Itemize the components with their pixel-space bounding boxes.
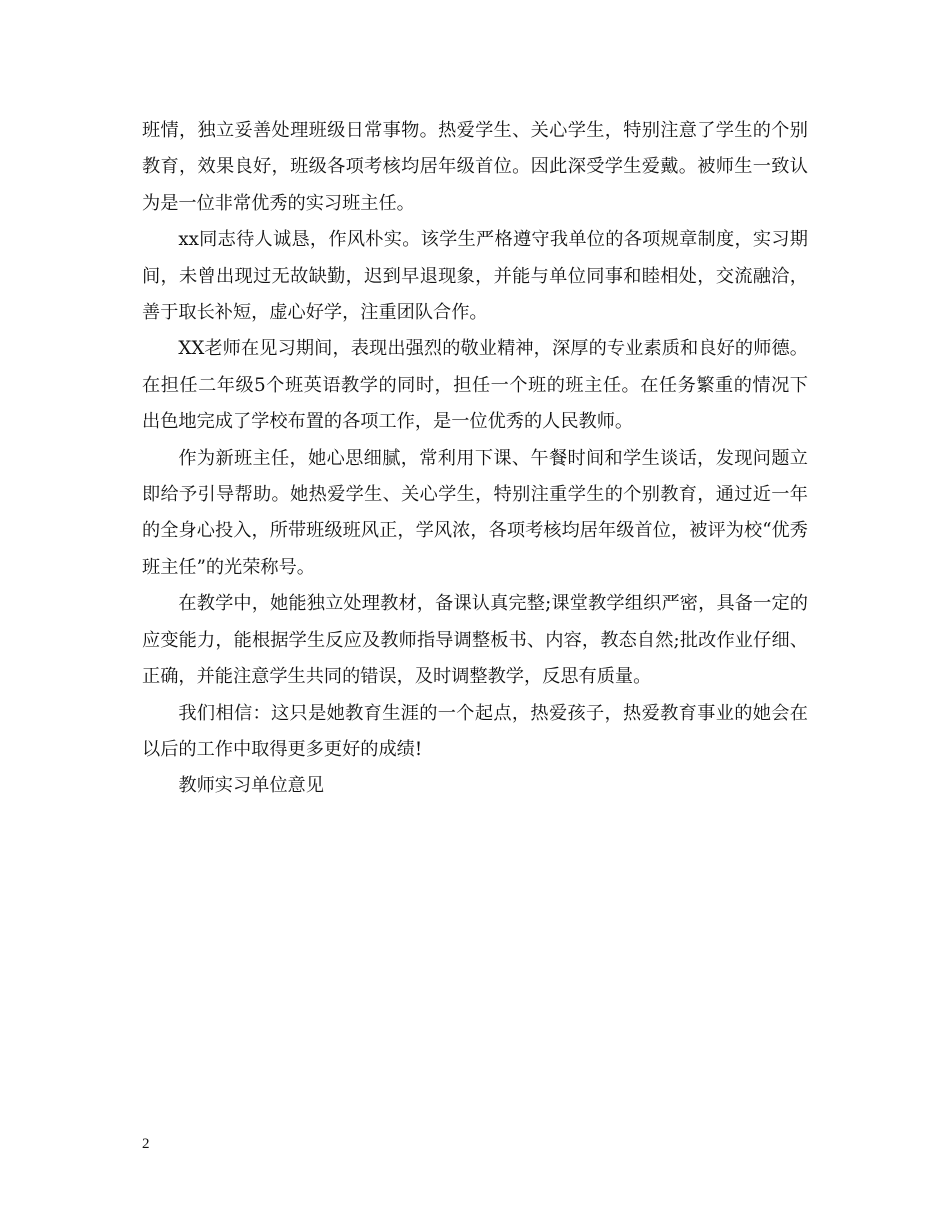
paragraph-teacher-internship: XX老师在见习期间，表现出强烈的敬业精神，深厚的专业素质和良好的师德。在担任二年级5个班英语教学的同时，担任一个班的班主任。在任务繁重的情况下出色地完成了学校布置的各项工作，是一位优秀的人民教师。 — [142, 338, 808, 433]
paragraph-heading-opinion: 教师实习单位意见 — [178, 775, 324, 797]
paragraph-conclusion: 我们相信：这只是她教育生涯的一个起点，热爱孩子，热爱教育事业的她会在以后的工作中取得更多更好的成绩! — [142, 702, 808, 760]
paragraph-evaluation-xx: xx同志待人诚恳，作风朴实。该学生严格遵守我单位的各项规章制度，实习期间，未曾出现过无故缺勤，迟到早退现象，并能与单位同事和睦相处，交流融洽，善于取长补短，虚心好学，注重团队合作。 — [142, 229, 808, 324]
paragraph-teaching: 在教学中，她能独立处理教材，备课认真完整;课堂教学组织严密，具备一定的应变能力，能根据学生反应及教师指导调整板书、内容，教态自然;批改作业仔细、正确，并能注意学生共同的错误，及时调整教学，反思有质量。 — [142, 593, 808, 688]
page-number: 2 — [142, 1136, 150, 1152]
document-body — [142, 113, 808, 805]
paragraph-class-teacher: 作为新班主任，她心思细腻，常利用下课、午餐时间和学生谈话，发现问题立即给予引导帮助。她热爱学生、关心学生，特别注重学生的个别教育，通过近一年的全身心投入，所带班级班风正，学风浓，各项考核均居年级首位，被评为校“优秀班主任”的光荣称号。 — [142, 447, 808, 578]
paragraph-continuation: 班情，独立妥善处理班级日常事物。热爱学生、关心学生，特别注意了学生的个别教育，效果良好，班级各项考核均居年级首位。因此深受学生爱戴。被师生一致认为是一位非常优秀的实习班主任。 — [142, 120, 808, 214]
